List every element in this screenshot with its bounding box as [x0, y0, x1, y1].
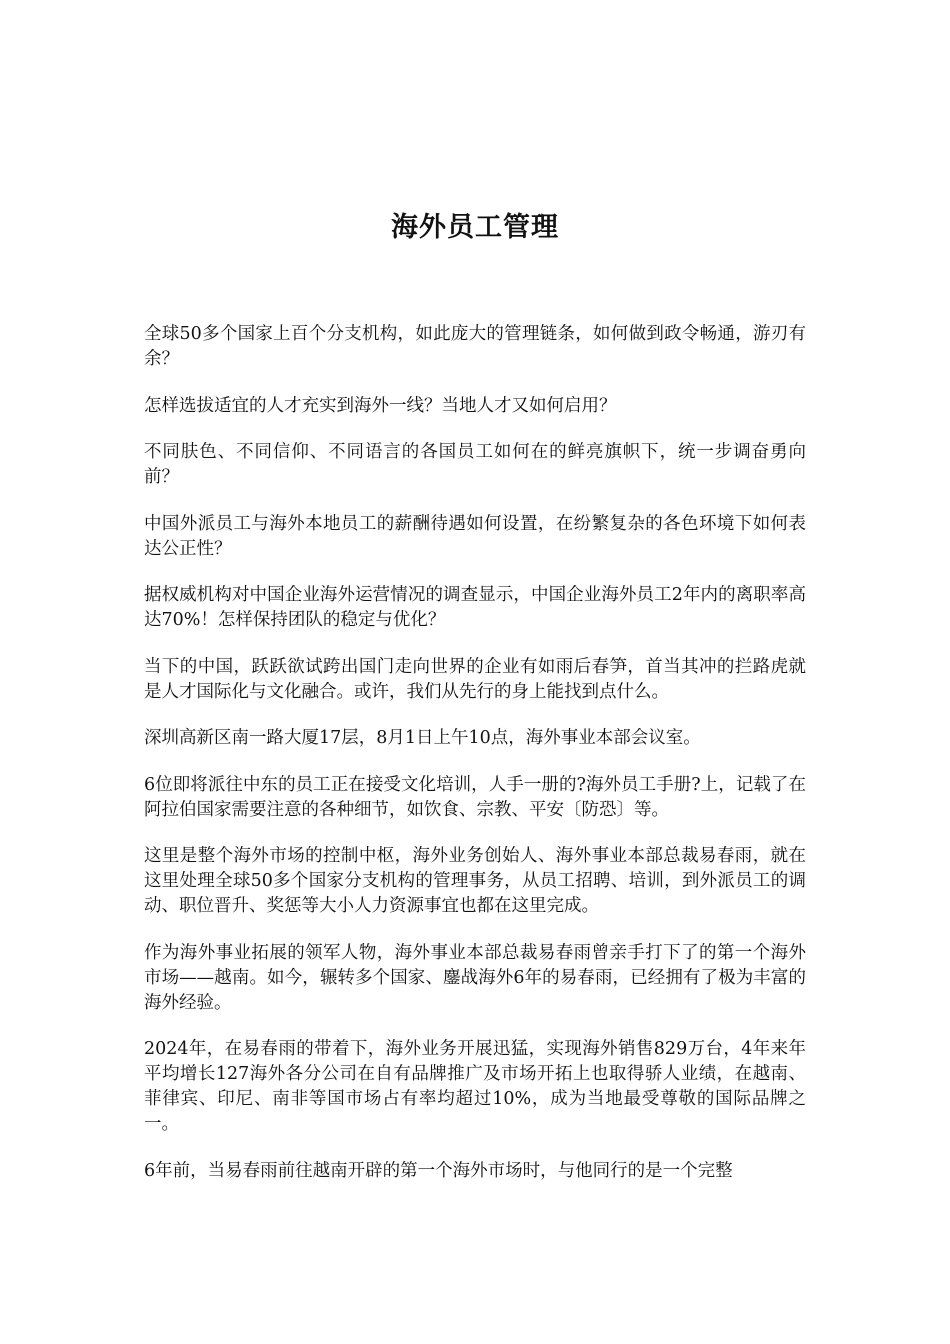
paragraph-11: 2024年，在易春雨的带着下，海外业务开展迅猛，实现海外销售829万台，4年来年平均增长127海外各分公司在自有品牌推广及市场开拓上也取得骄人业绩，在越南、菲律宾、印尼、南非等国市场占有率均超过10%，成为当地最受尊敬的国际品牌之一。: [144, 1039, 806, 1134]
paragraph-8: 6位即将派往中东的员工正在接受文化培训，人手一册的?海外员工手册?上，记载了在阿拉伯国家需要注意的各种细节，如饮食、宗教、平安〔防恐〕等。: [144, 774, 806, 820]
paragraph-4: 中国外派员工与海外本地员工的薪酬待遇如何设置，在纷繁复杂的各色环境下如何表达公正性？: [144, 513, 806, 559]
paragraph-6: 当下的中国，跃跃欲试跨出国门走向世界的企业有如雨后春笋，首当其冲的拦路虎就是人才国际化与文化融合。或许，我们从先行的身上能找到点什么。: [144, 656, 806, 702]
document-body: [144, 322, 806, 1205]
paragraph-12: 6年前，当易春雨前往越南开辟的第一个海外市场时，与他同行的是一个完整: [144, 1160, 733, 1181]
paragraph-9: 这里是整个海外市场的控制中枢，海外业务创始人、海外事业本部总裁易春雨，就在这里处理全球50多个国家分支机构的管理事务，从员工招聘、培训，到外派员工的调动、职位晋升、奖惩等大小人力资源事宜也都在这里完成。: [144, 846, 806, 916]
document-title: 海外员工管理: [391, 212, 559, 243]
paragraph-2: 怎样选拔适宜的人才充实到海外一线？当地人才又如何启用？: [144, 395, 617, 416]
paragraph-7: 深圳高新区南一路大厦17层，8月1日上午10点，海外事业本部会议室。: [144, 728, 701, 748]
paragraph-5: 据权威机构对中国企业海外运营情况的调查显示，中国企业海外员工2年内的离职率高达70%！怎样保持团队的稳定与优化？: [144, 585, 806, 630]
paragraph-3: 不同肤色、不同信仰、不同语言的各国员工如何在的鲜亮旗帜下，统一步调奋勇向前？: [144, 442, 806, 487]
paragraph-1: 全球50多个国家上百个分支机构，如此庞大的管理链条，如何做到政令畅通，游刃有余？: [144, 324, 806, 369]
paragraph-10: 作为海外事业拓展的领军人物，海外事业本部总裁易春雨曾亲手打下了的第一个海外市场——越南。如今，辗转多个国家、鏖战海外6年的易春雨，已经拥有了极为丰富的海外经验。: [144, 942, 806, 1013]
